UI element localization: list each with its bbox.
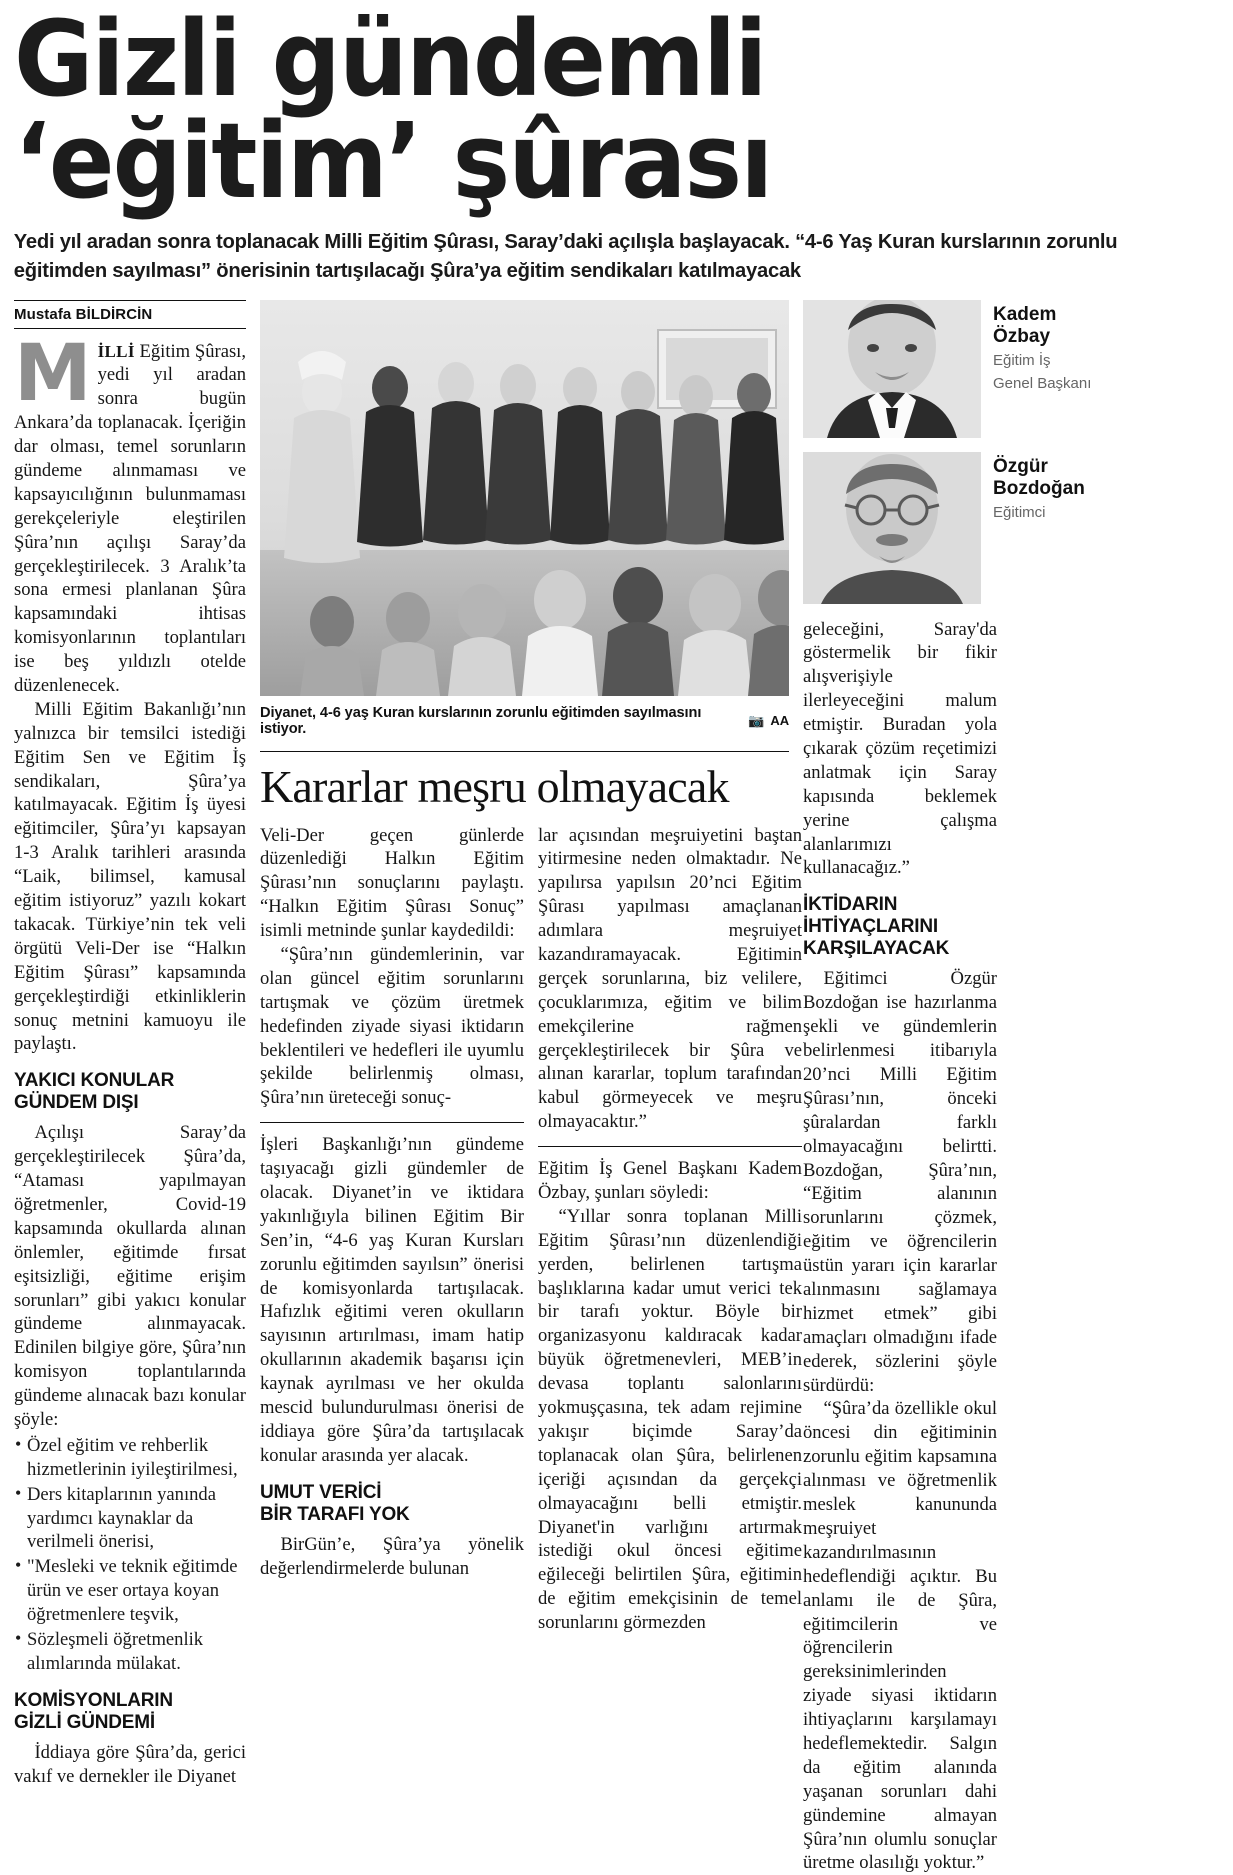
portrait-photo-1	[803, 300, 981, 438]
column-2-text-2	[260, 1133, 524, 1467]
column-2-rule	[260, 1122, 524, 1123]
portrait-block-ozgur-bozdogan	[803, 452, 1205, 604]
main-photo	[260, 300, 789, 696]
col1-paragraph-3: Açılışı Saray’da gerçekleştirilecek Şûra’da, “Ataması yapılmayan öğretmenler, Covid-19 kapsamında okullarda alınan önlemler, eğitimde fırsat eşitsizliği, eğitime erişim sorunları” gibi yakıcı konular gündeme alınmayacak. Edinilen bilgiye göre, Şûra’nın komisyon toplantılarında gündeme alınacak bazı konular şöyle:	[14, 1122, 246, 1431]
portrait-meta-2	[993, 452, 1085, 523]
column-2-group	[260, 300, 803, 1875]
column-1-text-3	[14, 1741, 246, 1789]
column-3	[538, 824, 802, 1635]
column-1-text-2	[14, 1121, 246, 1432]
subhead-umut-verici	[260, 1482, 524, 1526]
list-item: • Ders kitaplarının yanında yardımcı kaynaklar da verilmeli önerisi,	[14, 1483, 246, 1555]
byline-author: Mustafa BİLDİRCİN	[14, 305, 153, 323]
col3-paragraph-3: “Yıllar sonra toplanan Milli Eğitim Şûrası’nın düzenlendiği yerden, belirlenen tartışma başlıklarına kadar umut verici tek bir tarafı yoktur. Böyle bir organizasyonu kaldıracak kadar büyük öğretmenevleri, MEB’in devasa toplantı salonlarını yokmuşçasına, tek adam rejimine yakışır biçimde Saray’da toplanacak olan Şûra, belirlenen içeriği açısından da gerçekçi olmayacağını belli etmiştir. Diyanet'in varlığını artırmak istediği okul öncesi eğitime eğileceği belirtilen Şûra, eğitimin de eğitim emekçisinin de temel sorunlarını görmezden	[538, 1205, 802, 1634]
col4-paragraph-1: geleceğini, Saray'da göstermelik bir fikir alışverişiyle ilerleyeceğini malum etmiştir. Buradan yola çıkarak çözüm reçetimizi anlatmak için Saray kapısında beklemek yerine çalışma alanlarımızı kullanacağız.”	[803, 618, 997, 879]
portrait-name-line-1: Kadem	[993, 303, 1057, 325]
portrait-block-kadem-ozbay	[803, 300, 1205, 438]
column-3-text-2	[538, 1157, 802, 1635]
secondary-headline: Kararlar meşru olmayacak	[260, 751, 789, 810]
portrait-name-line-2: Bozdoğan	[993, 477, 1085, 499]
photo-caption-text: Diyanet, 4-6 yaş Kuran kurslarının zorunlu eğitimden sayılmasını istiyor.	[260, 704, 702, 737]
page-headline	[0, 0, 1233, 222]
column-3-text	[538, 824, 802, 1135]
portrait-role-line-1: Eğitim İş	[993, 352, 1051, 370]
column-1-text	[14, 328, 246, 1057]
column-2-text-3	[260, 1533, 524, 1581]
subhead-line-2: GÜNDEM DIŞI	[14, 1092, 139, 1114]
lead-rest: Eğitim Şûrası, yedi yıl aradan sonra bugün Ankara’da toplanacak. İçeriğin dar olması, temel sorunların gündeme alınmaması ve kapsayıcılığının bulunmaması gerekçeleriyle eleştirilen Şûra’nın açılışı Saray’da gerçekleştirilecek. 3 Aralık’ta sona ermesi planlanan Şûra kapsamındaki ihtisas komisyonlarının toplantıları ise beş yıldızlı otelde düzenlenecek.	[14, 340, 246, 697]
subhead-komisyonlarin	[14, 1690, 246, 1734]
subhead-iktidarin-ihtiyaclari	[803, 894, 997, 960]
col3-paragraph-1: lar açısından meşruiyetini baştan yitirmesine neden olmaktadır. Ne yapılırsa yapılsın 20’nci Eğitim Şûrası yapılması amaçlanan adımlara meşruiyet kazandıramayacak. Eğitimin gerçek sorunlarına, biz velilere, çocuklarımıza, eğitim ve bilim emekçilerine rağmen gerçekleştirilecek bir Şûra ve alınan kararlar, toplum tarafından kabul görmeyecek ve meşru olmayacaktır.”	[538, 824, 802, 1133]
right-two-columns	[803, 618, 1205, 1875]
subhead-line-1: UMUT VERİCİ	[260, 1481, 382, 1503]
column-4-text	[803, 618, 997, 881]
col1-paragraph-4: İddiaya göre Şûra’da, gerici vakıf ve dernekler ile Diyanet	[14, 1741, 246, 1787]
portrait-name-line-2: Özbay	[993, 325, 1051, 347]
column-2	[260, 824, 524, 1635]
column-4-text-2	[803, 967, 997, 1875]
agenda-bullet-list	[14, 1434, 246, 1676]
col4-paragraph-2: Eğitimci Özgür Bozdoğan ise hazırlanma şekli ve gündemlerin belirlenmesi itibarıyla 20’nci Milli Eğitim Şûrası’nın, önceki şûralardan farklı olmayacağını belirtti. Bozdoğan, Şûra’nın, “Eğitim alanının sorunlarını çözmek, eğitim ve öğrencilerin üstün yararı için kararlar alınmasını sağlamaya hizmet etmek” gibi amaçları olmadığını ifade ederek, sözlerini şöyle sürdürdü:	[803, 968, 997, 1396]
subhead-line-1: YAKICI KONULAR	[14, 1070, 175, 1092]
col2-paragraph-4: BirGün’e, Şûra’ya yönelik değerlendirmelerde bulunan	[260, 1533, 524, 1579]
portrait-role-line-2: Genel Başkanı	[993, 374, 1092, 392]
lead-paragraph	[14, 328, 246, 698]
main-photo-image	[260, 300, 789, 696]
portrait-meta-1	[993, 300, 1091, 393]
subhead-yakici-konular	[14, 1070, 246, 1114]
portrait-role-line-1: Eğitimci	[993, 504, 1046, 522]
byline-rule-top	[14, 300, 246, 301]
portrait-name-line-1: Özgür	[993, 455, 1048, 477]
subhead-line-2: KARŞILAYACAK	[803, 938, 950, 960]
col3-paragraph-2: Eğitim İş Genel Başkanı Kadem Özbay, şunları söyledi:	[538, 1158, 802, 1204]
avatar	[803, 300, 981, 438]
main-photo-caption	[260, 696, 789, 745]
photo-agency: AA	[770, 713, 789, 729]
col2-paragraph-3: İşleri Başkanlığı’nın gündeme taşıyacağı gizli gündemler de olacak. Diyanet’in ve iktidara yakınlığıyla bilinen Eğitim Bir Sen’in, “4-6 yaş Kuran Kursları zorunlu eğitimden sayılsın” önerisi de komisyonlarda tartışılacak. Hafızlık eğitimi veren okulların sayısının artırılması, imam hatip okullarının akademik başarısı için kaynak ayrılması ve her okulda mescid bulundurulması önerisi de iddiaya göre Şûra’da tartışılacak konular arasında yer alacak.	[260, 1134, 524, 1466]
headline-line-2: ‘eğitim’ şûrası	[14, 99, 772, 222]
column-4	[803, 618, 997, 1875]
col2-paragraph-2: “Şûra’nın gündemlerinin, var olan güncel eğitim sorunlarını tartışmak ve çözüm üretmek hedefinden ziyade siyasi iktidarın beklentileri ve hedefleri ile uyumlu şekilde belirlenmiş olması, Şûra’nın üreteceği sonuç-	[260, 944, 524, 1109]
subhead-line-2: GİZLİ GÜNDEMİ	[14, 1711, 155, 1733]
list-item: • "Mesleki ve teknik eğitimde ürün ve eser ortaya koyan öğretmenlere teşvik,	[14, 1555, 246, 1627]
col1-paragraph-2: Milli Eğitim Bakanlığı’nın yalnızca bir temsilci istediği Eğitim Sen ve Eğitim İş sendikaları, Şûra’ya katılmayacak. Eğitim İş üyesi eğitimciler, Şûra’yı kapsayan 1-3 Aralık tarihleri arasında “Laik, bilimsel, kamusal eğitim istiyoruz” yazılı kokart takacak. Türkiye’nin tek veli örgütü Veli-Der ise “Halkın Eğitim Şûrası” kapsamında gerçekleştirdiği etkinliklerin sonuç metnini kamuoyu ile paylaştı.	[14, 698, 246, 1055]
subhead-line-1: İKTİDARIN İHTİYAÇLARINI	[803, 894, 938, 938]
column-2-text	[260, 824, 524, 1111]
column-4-group	[803, 300, 1205, 1875]
avatar	[803, 452, 981, 604]
col4-paragraph-3: “Şûra’da özellikle okul öncesi din eğitiminin zorunlu eğitim kapsamına alınması ve öğretmenlik meslek kanununda meşruiyet kazandırılmasının hedeflendiği açıktır. Bu anlamı ile de Şûra, eğitimcilerin ve öğrencilerin gereksinimlerinden ziyade siyasi iktidarın ihtiyaçlarını karşılamayı hedeflemektedir. Salgın da eğitim alanında yaşanan sorunları dahi gündemine almayan Şûra’nın olumlu sonuçlar üretme olasılığı yoktur.”	[803, 1398, 997, 1874]
col2-paragraph-1: Veli-Der geçen günlerde düzenlediği Halkın Eğitim Şûrası’nın sonuçlarını paylaştı. “Halkın Eğitim Şûrası Sonuç” isimli metninde şunlar kaydedildi:	[260, 824, 524, 942]
headline-line-1: Gizli gündemli	[14, 0, 766, 120]
column-1	[14, 300, 260, 1875]
subhead-line-1: KOMİSYONLARIN	[14, 1689, 173, 1711]
mid-two-columns	[260, 824, 802, 1635]
article-body-grid	[0, 286, 1233, 1875]
lead-smallcaps: İLLİ	[97, 341, 135, 361]
portrait-photo-2	[803, 452, 981, 604]
list-item: • Özel eğitim ve rehberlik hizmetlerinin iyileştirilmesi,	[14, 1434, 246, 1482]
list-item: • Sözleşmeli öğretmenlik alımlarında mülakat.	[14, 1628, 246, 1676]
drop-cap: M	[14, 328, 92, 419]
subhead-line-2: BİR TARAFI YOK	[260, 1503, 410, 1525]
column-5-spacer	[1011, 618, 1205, 1875]
column-3-rule	[538, 1146, 802, 1147]
article-deck: Yedi yıl aradan sonra toplanacak Milli Eğitim Şûrası, Saray’daki açılışla başlayacak. “4-6 Yaş Kuran kurslarının zorunlu eğitimden sayılması” önerisinin tartışılacağı Şûra’ya eğitim sendikaları katılmayacak	[13, 230, 1118, 283]
camera-icon: 📷	[748, 712, 765, 728]
